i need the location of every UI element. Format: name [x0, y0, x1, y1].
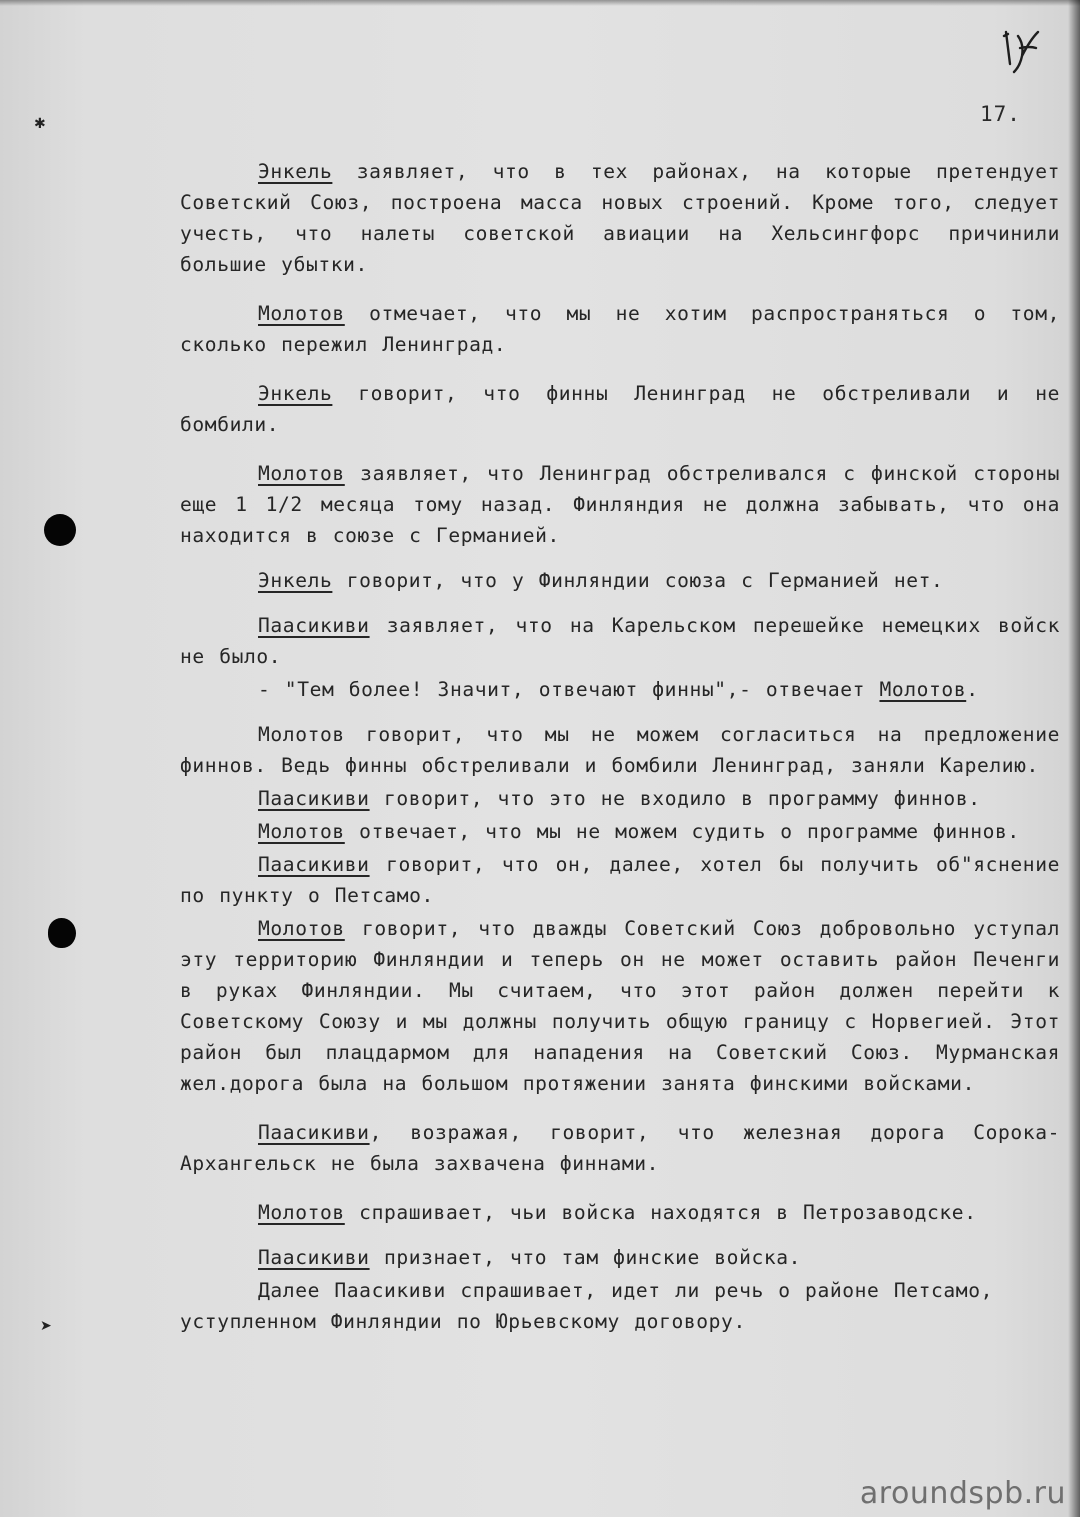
speaker-name: Паасикиви	[258, 614, 370, 637]
paragraph-text: Молотов говорит, что мы не можем согласиться на предложение финнов. Ведь финны обстреливали и бомбили Ленинград, заняли Карелию.	[180, 723, 1060, 777]
paragraph-text: признает, что там финские войска.	[369, 1246, 802, 1269]
paragraph	[180, 1197, 1060, 1228]
speaker-name: Паасикиви	[258, 787, 370, 810]
punch-hole	[44, 514, 76, 546]
speaker-name: Энкель	[258, 160, 333, 183]
speaker-name: Молотов	[258, 1201, 345, 1224]
site-watermark: aroundspb.ru	[859, 1476, 1066, 1511]
paragraph-text: Далее Паасикиви спрашивает, идет ли речь о районе Петсамо, уступленном Финляндии по Юрьевскому договору.	[180, 1279, 993, 1333]
paragraph	[180, 719, 1060, 781]
paragraph-text: спрашивает, чьи войска находятся в Петрозаводске.	[344, 1201, 977, 1224]
paragraph	[180, 913, 1060, 1099]
paragraph-text: говорит, что у Финляндии союза с Германией нет.	[332, 569, 944, 592]
speaker-name: Молотов	[258, 820, 345, 843]
page-number: 17.	[980, 102, 1021, 126]
speaker-name: Паасикиви	[258, 1121, 370, 1144]
paragraph-text: говорит, что дважды Советский Союз добровольно уступал эту территорию Финляндии и теперь он не может оставить район Печенги в руках Финляндии. Мы считаем, что этот район должен перейти к Советскому Союзу и мы должны получить общую границу с Норвегией. Этот район был плацдармом для нападения на Советский Союз. Мурманская жел.дорога была на большом протяжении занята финскими войсками.	[180, 917, 1060, 1095]
speaker-name: Паасикиви	[258, 853, 370, 876]
scan-top-shadow	[0, 0, 1080, 6]
paragraph-text: отмечает, что мы не хотим распространяться о том, сколько пережил Ленинград.	[180, 302, 1060, 356]
handwritten-folio-number	[1000, 26, 1046, 76]
paragraph	[180, 156, 1060, 280]
speaker-name: Энкель	[258, 569, 333, 592]
paragraph	[180, 849, 1060, 911]
speaker-name: Молотов	[879, 678, 967, 701]
paragraph	[180, 1242, 1060, 1273]
paragraph	[180, 816, 1060, 847]
paragraph-text: , возражая, говорит, что железная дорога Сорока-Архангельск не была захвачена финнами.	[180, 1121, 1060, 1175]
punch-hole	[48, 918, 76, 948]
paragraph-text: заявляет, что на Карельском перешейке немецких войск не было.	[180, 614, 1060, 668]
paragraph	[180, 1117, 1060, 1179]
paragraph	[180, 783, 1060, 814]
speaker-name: Молотов	[258, 462, 345, 485]
speaker-name: Молотов	[258, 917, 345, 940]
paragraph	[180, 458, 1060, 551]
paragraph-text: говорит, что это не входило в программу финнов.	[369, 787, 981, 810]
paragraph-text: - "Тем более! Значит, отвечают финны",- отвечает	[258, 678, 880, 701]
scan-edge-shadow	[1068, 0, 1080, 1517]
paragraph	[180, 298, 1060, 360]
paragraph-text: заявляет, что в тех районах, на которые претендует Советский Союз, построена масса новых строений. Кроме того, следует учесть, что налеты советской авиации на Хельсингфорс причинили большие убытки.	[180, 160, 1060, 276]
paragraph-text: отвечает, что мы не можем судить о программе финнов.	[344, 820, 1020, 843]
paragraph	[180, 1275, 1060, 1337]
speaker-name: Энкель	[258, 382, 333, 405]
paragraph-text: говорит, что он, далее, хотел бы получить об"яснение по пункту о Петсамо.	[180, 853, 1060, 907]
paragraph	[180, 565, 1060, 596]
paragraph	[180, 674, 1060, 705]
paragraph	[180, 378, 1060, 440]
margin-mark: ➤	[40, 1318, 52, 1334]
speaker-name: Молотов	[258, 302, 345, 325]
paragraph-text: говорит, что финны Ленинград не обстреливали и не бомбили.	[180, 382, 1060, 436]
margin-mark: ✱	[34, 116, 46, 132]
typed-transcript	[180, 156, 1060, 1337]
paragraph	[180, 610, 1060, 672]
paragraph-text: .	[966, 678, 979, 701]
speaker-name: Паасикиви	[258, 1246, 370, 1269]
paragraph-text: заявляет, что Ленинград обстреливался с финской стороны еще 1 1/2 месяца тому назад. Финляндия не должна забывать, что она находится в союзе с Германией.	[180, 462, 1060, 547]
